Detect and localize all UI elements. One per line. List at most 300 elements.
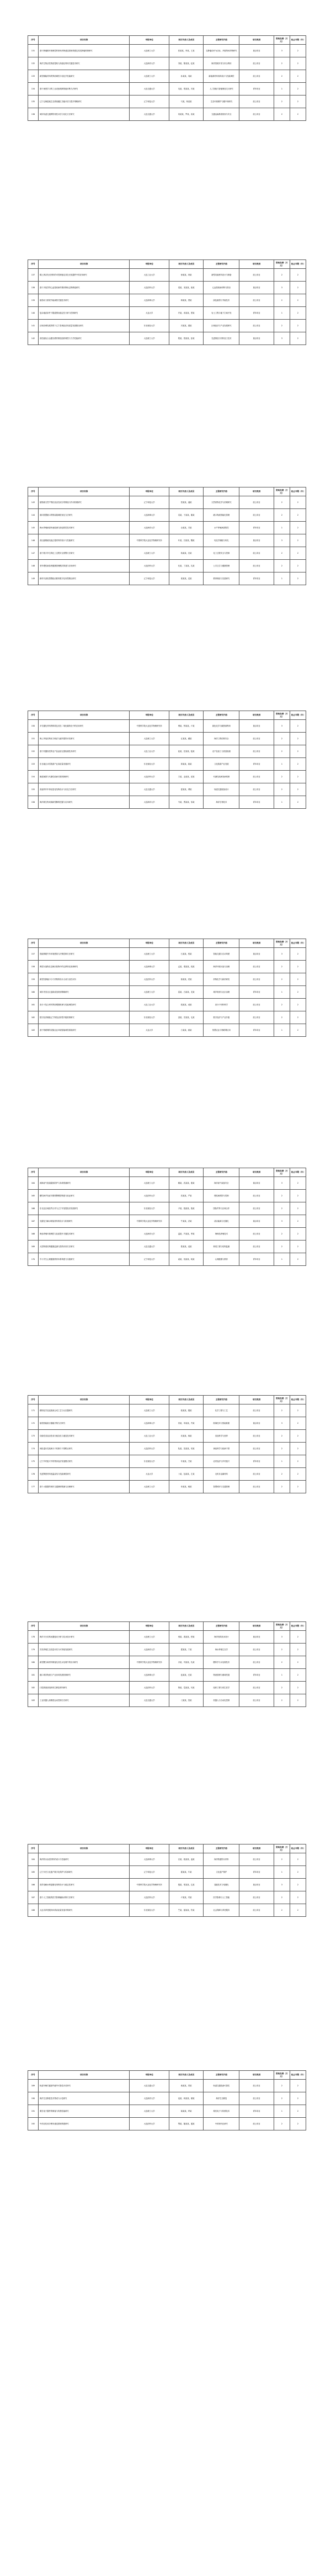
project-type: 面上项目 bbox=[239, 1656, 274, 1669]
column-header-institution: 申报单位 bbox=[130, 711, 169, 720]
project-type: 面上项目 bbox=[239, 269, 274, 282]
project-period: 2 bbox=[290, 1202, 306, 1215]
project-type: 面上项目 bbox=[239, 1190, 274, 1202]
column-header-category: 主要研究内容 bbox=[204, 711, 239, 720]
project-type: 面上项目 bbox=[239, 320, 274, 332]
project-period: 2 bbox=[290, 1024, 306, 1037]
funding-amount: 2 bbox=[274, 1694, 290, 1707]
project-period: 2 bbox=[290, 771, 306, 783]
project-title: 贝类养殖生态容量评估与可持续发展研究 bbox=[38, 1644, 129, 1656]
row-number: 159 bbox=[28, 973, 39, 986]
project-title: 海洋微生物来源新型酶的挖掘与应用研究 bbox=[38, 796, 129, 809]
institution: 大连理工大学 bbox=[130, 986, 169, 999]
column-header-institution: 申报单位 bbox=[130, 1844, 169, 1853]
project-period: 2 bbox=[290, 1241, 306, 1253]
row-number: 180 bbox=[28, 1656, 39, 1669]
project-title: 区域协调发展背景下辽宁县域经济高质量发展路径研究 bbox=[38, 320, 129, 332]
table-row bbox=[28, 948, 306, 961]
project-members: 姜某某，范某 bbox=[169, 573, 204, 585]
funding-amount: 2 bbox=[274, 294, 290, 307]
column-header-title: 项目名称 bbox=[38, 260, 129, 269]
column-header-no: 序号 bbox=[28, 1168, 39, 1177]
project-members: 应某，欧某某，凌某 bbox=[169, 1853, 204, 1866]
table-row bbox=[28, 1253, 306, 1266]
column-header-period: 起止年限（年） bbox=[290, 36, 306, 45]
column-header-leader: 项目负责人及成员 bbox=[169, 1396, 204, 1404]
institution: 大连大学 bbox=[130, 1468, 169, 1481]
row-number: 165 bbox=[28, 1190, 39, 1202]
project-members: 殷某，邬某某，边某 bbox=[169, 1879, 204, 1891]
funding-amount: 2 bbox=[274, 745, 290, 758]
project-title: 柔性电子器件的制备与传感性能研究 bbox=[38, 2105, 129, 2118]
project-title: 稀土掺杂发光材料的可控制备及其在光电器件中的应用研究 bbox=[38, 269, 129, 282]
column-header-type: 项目类别 bbox=[239, 1622, 274, 1631]
row-number: 173 bbox=[28, 1430, 39, 1443]
project-period: 2 bbox=[290, 1631, 306, 1644]
research-content: 桥梁工程与结构监测 bbox=[204, 1241, 239, 1253]
project-period: 2 bbox=[290, 999, 306, 1011]
column-header-institution: 申报单位 bbox=[130, 36, 169, 45]
project-period: 2 bbox=[290, 1879, 306, 1891]
table-row bbox=[28, 2080, 306, 2092]
funding-amount: 2 bbox=[274, 973, 290, 986]
funding-amount: 1 bbox=[274, 1455, 290, 1468]
research-content: 中药现代化研究 bbox=[204, 2118, 239, 2130]
table-row bbox=[28, 294, 306, 307]
table-row bbox=[28, 1455, 306, 1468]
funding-amount: 1 bbox=[274, 2105, 290, 2118]
project-members: 向某某，柴某 bbox=[169, 1430, 204, 1443]
research-content: 海洋工程结构安全 bbox=[204, 733, 239, 745]
institution: 大连理工大学 bbox=[130, 70, 169, 83]
institution: 大连医科大学 bbox=[130, 973, 169, 986]
project-type: 青年项目 bbox=[239, 1455, 274, 1468]
project-title: 基于物联网的设施农业环境智能调控系统研究 bbox=[38, 1024, 129, 1037]
institution: 大连海事大学 bbox=[130, 509, 169, 522]
project-members: 薛某某，侯某 bbox=[169, 973, 204, 986]
research-content: 岩土工程与地下空间开发 bbox=[204, 307, 239, 320]
project-period: 2 bbox=[290, 1177, 306, 1190]
project-type: 青年项目 bbox=[239, 986, 274, 999]
funding-amount: 2 bbox=[274, 1190, 290, 1202]
project-members: 孙某某，周某 bbox=[169, 70, 204, 83]
project-title: 智能网联汽车环境感知与决策控制方法研究 bbox=[38, 948, 129, 961]
project-type: 面上项目 bbox=[239, 108, 274, 121]
row-number: 140 bbox=[28, 307, 39, 320]
project-members: 雷某，白某某，龙某 bbox=[169, 986, 204, 999]
project-title: 辽宁沿海湿地生态系统碳汇功能评估与提升策略研究 bbox=[38, 96, 129, 108]
project-type: 重点项目 bbox=[239, 1177, 274, 1190]
project-period: 2 bbox=[290, 1215, 306, 1228]
funding-amount: 2 bbox=[274, 96, 290, 108]
project-type: 面上项目 bbox=[239, 1430, 274, 1443]
funding-amount: 2 bbox=[274, 999, 290, 1011]
table-row bbox=[28, 269, 306, 282]
research-content: 清洁能源与光催化 bbox=[204, 1215, 239, 1228]
project-title: 船舶智能航行避碰决策方法研究 bbox=[38, 1417, 129, 1430]
project-members: 韩某某，曹某 bbox=[169, 294, 204, 307]
project-members: 蓝某某，岳某 bbox=[169, 1669, 204, 1682]
research-content: 天然药物化学与药理研究 bbox=[204, 496, 239, 509]
project-title: 轨道车辆关键部件疲劳可靠性评估研究 bbox=[38, 2080, 129, 2092]
project-members: 骆某某，滕某 bbox=[169, 1404, 204, 1417]
research-content: 文化旅游产业发展 bbox=[204, 758, 239, 771]
project-period: 2 bbox=[290, 2118, 306, 2130]
column-header-leader: 项目负责人及成员 bbox=[169, 1844, 204, 1853]
table-row bbox=[28, 999, 306, 1011]
project-title: 海洋平台结构冰激振动分析与抗冰设计研究 bbox=[38, 1631, 129, 1644]
funding-amount: 1 bbox=[274, 986, 290, 999]
institution: 大连工业大学 bbox=[130, 745, 169, 758]
column-header-budget: 资助经费（万元） bbox=[274, 1168, 290, 1177]
institution: 大连海事大学 bbox=[130, 961, 169, 973]
project-period: 2 bbox=[290, 560, 306, 573]
column-header-title: 项目名称 bbox=[38, 1622, 129, 1631]
project-period: 2 bbox=[290, 1866, 306, 1879]
row-number: 192 bbox=[28, 2118, 39, 2130]
column-header-no: 序号 bbox=[28, 2071, 39, 2080]
row-number: 181 bbox=[28, 1669, 39, 1682]
project-period: 2 bbox=[290, 986, 306, 999]
row-number: 149 bbox=[28, 573, 39, 585]
research-content: 海水养殖生态学 bbox=[204, 1644, 239, 1656]
institution: 大连大学 bbox=[130, 1024, 169, 1037]
project-type: 面上项目 bbox=[239, 560, 274, 573]
project-title: 口腔颌面部组织再生修复材料研究 bbox=[38, 1682, 129, 1694]
column-header-type: 项目类别 bbox=[239, 711, 274, 720]
table-row bbox=[28, 796, 306, 809]
table-row bbox=[28, 1404, 306, 1417]
institution: 大连交通大学 bbox=[130, 1241, 169, 1253]
project-title: 典型污染物在近海沉积物中的迁移转化规律研究 bbox=[38, 961, 129, 973]
row-number: 145 bbox=[28, 522, 39, 534]
project-period: 2 bbox=[290, 961, 306, 973]
row-number: 183 bbox=[28, 1694, 39, 1707]
project-members: 梁某，宋某某，唐某 bbox=[169, 282, 204, 294]
row-number: 150 bbox=[28, 720, 39, 733]
project-period: 2 bbox=[290, 1682, 306, 1694]
table-row bbox=[28, 783, 306, 796]
funding-amount: 3 bbox=[274, 1177, 290, 1190]
row-number: 182 bbox=[28, 1682, 39, 1694]
table-row bbox=[28, 1468, 306, 1481]
table-row bbox=[28, 745, 306, 758]
project-title: 海洋生态修复技术集成与示范研究 bbox=[38, 2092, 129, 2105]
project-table bbox=[28, 1395, 306, 1493]
project-title: 光催化分解水制氢材料的设计与机理研究 bbox=[38, 1215, 129, 1228]
project-period: 2 bbox=[290, 307, 306, 320]
table-row bbox=[28, 1430, 306, 1443]
table-header-row bbox=[28, 2071, 306, 2080]
project-type: 面上项目 bbox=[239, 96, 274, 108]
column-header-institution: 申报单位 bbox=[130, 1168, 169, 1177]
funding-amount: 3 bbox=[274, 948, 290, 961]
project-members: 牛某某，洪某 bbox=[169, 1215, 204, 1228]
project-members: 石某某，熊某 bbox=[169, 948, 204, 961]
funding-amount: 2 bbox=[274, 1404, 290, 1417]
institution: 大连理工大学 bbox=[130, 733, 169, 745]
row-number: 163 bbox=[28, 1024, 39, 1037]
row-number: 169 bbox=[28, 1241, 39, 1253]
project-type: 面上项目 bbox=[239, 1853, 274, 1866]
project-members: 蔡某某，潘某 bbox=[169, 496, 204, 509]
project-title: 基于数字孪生的化工过程安全预警方法研究 bbox=[38, 547, 129, 560]
project-table bbox=[28, 711, 306, 809]
project-title: 基于多组学的心血管疾病早期诊断标志物筛选研究 bbox=[38, 282, 129, 294]
institution: 中国科学院大连化学物理研究所 bbox=[130, 1215, 169, 1228]
column-header-category: 主要研究内容 bbox=[204, 1844, 239, 1853]
row-number: 188 bbox=[28, 1904, 39, 1917]
table-row bbox=[28, 1866, 306, 1879]
row-number: 179 bbox=[28, 1644, 39, 1656]
project-table bbox=[28, 487, 306, 585]
project-period: 2 bbox=[290, 1891, 306, 1904]
funding-amount: 2 bbox=[274, 1468, 290, 1481]
project-type: 面上项目 bbox=[239, 999, 274, 1011]
project-members: 孟某，秦某某，阎某 bbox=[169, 961, 204, 973]
row-number: 172 bbox=[28, 1417, 39, 1430]
research-content: 海洋环境污染与治理 bbox=[204, 961, 239, 973]
research-content: 海洋生物技术 bbox=[204, 796, 239, 809]
funding-amount: 2 bbox=[274, 733, 290, 745]
research-content: 心血管疾病诊断与防治 bbox=[204, 282, 239, 294]
table-row bbox=[28, 758, 306, 771]
project-title: 功能性食品活性成分稳态化与递送技术研究 bbox=[38, 1430, 129, 1443]
project-period: 2 bbox=[290, 547, 306, 560]
funding-amount: 1 bbox=[274, 573, 290, 585]
project-period: 2 bbox=[290, 948, 306, 961]
project-title: 海水养殖病害快速检测与绿色防控技术研究 bbox=[38, 522, 129, 534]
column-header-no: 序号 bbox=[28, 1396, 39, 1404]
row-number: 184 bbox=[28, 1853, 39, 1866]
institution: 中国科学院大连化学物理研究所 bbox=[130, 534, 169, 547]
project-period: 2 bbox=[290, 70, 306, 83]
funding-amount: 2 bbox=[274, 1644, 290, 1656]
project-title: 中小学生心理健康教育体系构建与实践研究 bbox=[38, 1253, 129, 1266]
research-content: 农产品加工与质量检测 bbox=[204, 745, 239, 758]
column-header-period: 起止年限（年） bbox=[290, 2071, 306, 2080]
project-table bbox=[28, 259, 306, 345]
research-content: 海洋结构抗冰设计 bbox=[204, 1631, 239, 1644]
column-header-title: 项目名称 bbox=[38, 1396, 129, 1404]
research-content: 数字经济与产业升级 bbox=[204, 1011, 239, 1024]
project-members: 焦某某，莫某 bbox=[169, 1241, 204, 1253]
row-number: 132 bbox=[28, 57, 39, 70]
column-header-budget: 资助经费（万元） bbox=[274, 1622, 290, 1631]
row-number: 141 bbox=[28, 320, 39, 332]
institution: 大连海事大学 bbox=[130, 1853, 169, 1866]
project-period: 2 bbox=[290, 720, 306, 733]
project-title: 中药活性成分靶向递送系统构建研究 bbox=[38, 2118, 129, 2130]
project-members: 许某，邓某某，萧某 bbox=[169, 307, 204, 320]
research-content: 化工过程安全与控制 bbox=[204, 547, 239, 560]
research-content: 药物化学与新药研发 bbox=[204, 973, 239, 986]
project-type: 面上项目 bbox=[239, 1202, 274, 1215]
project-type: 面上项目 bbox=[239, 70, 274, 83]
research-content: 生态环境保护与碳中和研究 bbox=[204, 96, 239, 108]
column-header-type: 项目类别 bbox=[239, 487, 274, 496]
table-row bbox=[28, 1190, 306, 1202]
research-content: 机器人与自动化控制 bbox=[204, 1694, 239, 1707]
project-title: 港口城市物流与产业协同发展机制研究 bbox=[38, 1669, 129, 1682]
project-type: 面上项目 bbox=[239, 2080, 274, 2092]
funding-amount: 1 bbox=[274, 1253, 290, 1266]
column-header-budget: 资助经费（万元） bbox=[274, 1396, 290, 1404]
project-period: 2 bbox=[290, 758, 306, 771]
project-period: 2 bbox=[290, 1404, 306, 1417]
project-period: 2 bbox=[290, 1253, 306, 1266]
research-content: 交通运输系统规划与安全 bbox=[204, 108, 239, 121]
project-title: 精细化学品连续流合成工艺与反应器研究 bbox=[38, 1404, 129, 1417]
column-header-budget: 资助经费（万元） bbox=[274, 1844, 290, 1853]
column-header-leader: 项目负责人及成员 bbox=[169, 487, 204, 496]
project-period: 2 bbox=[290, 1430, 306, 1443]
project-type: 青年项目 bbox=[239, 796, 274, 809]
institution: 大连海洋大学 bbox=[130, 57, 169, 70]
project-period: 2 bbox=[290, 83, 306, 96]
project-members: 傅某，钟某某，卢某 bbox=[169, 720, 204, 733]
project-members: 刁某某，管某 bbox=[169, 1694, 204, 1707]
project-period: 2 bbox=[290, 332, 306, 345]
funding-amount: 1 bbox=[274, 1024, 290, 1037]
project-members: 鄂某，隆某某，通某 bbox=[169, 2118, 204, 2130]
institution: 大连交通大学 bbox=[130, 1694, 169, 1707]
project-type: 青年项目 bbox=[239, 1669, 274, 1682]
project-table bbox=[28, 939, 306, 1037]
institution: 东北财经大学 bbox=[130, 1011, 169, 1024]
institution: 东北财经大学 bbox=[130, 1904, 169, 1917]
table-row bbox=[28, 2118, 306, 2130]
institution: 辽宁师范大学 bbox=[130, 496, 169, 509]
funding-amount: 2 bbox=[274, 2118, 290, 2130]
institution: 中国科学院大连化学物理研究所 bbox=[130, 1656, 169, 1669]
table-header-row bbox=[28, 487, 306, 496]
table-row bbox=[28, 1417, 306, 1430]
institution: 大连海事大学 bbox=[130, 1417, 169, 1430]
project-members: 万某某，顾某 bbox=[169, 1024, 204, 1037]
research-content: 心理健康与教育 bbox=[204, 1253, 239, 1266]
row-number: 134 bbox=[28, 83, 39, 96]
column-header-leader: 项目负责人及成员 bbox=[169, 939, 204, 948]
project-title: 面向智慧港口的集装箱调度优化方法研究 bbox=[38, 509, 129, 522]
table-row bbox=[28, 1215, 306, 1228]
project-period: 2 bbox=[290, 96, 306, 108]
table-row bbox=[28, 547, 306, 560]
funding-amount: 2 bbox=[274, 547, 290, 560]
research-content: 绿色化学与碳资源利用 bbox=[204, 720, 239, 733]
row-number: 139 bbox=[28, 294, 39, 307]
project-title: 基于深度学习的工业设备故障智能诊断方法研究 bbox=[38, 83, 129, 96]
project-members: 尹某，钱某某，施某 bbox=[169, 1202, 204, 1215]
project-type: 面上项目 bbox=[239, 1891, 274, 1904]
column-header-type: 项目类别 bbox=[239, 939, 274, 948]
table-row bbox=[28, 307, 306, 320]
institution: 大连医科大学 bbox=[130, 1682, 169, 1694]
project-members: 程某，曾某某，彭某 bbox=[169, 332, 204, 345]
institution: 中国科学院大连化学物理研究所 bbox=[130, 720, 169, 733]
project-title: 新型膜分离材料制备及其在水处理中的应用研究 bbox=[38, 1656, 129, 1669]
project-period: 2 bbox=[290, 2092, 306, 2105]
project-type: 重点项目 bbox=[239, 45, 274, 57]
column-header-institution: 申报单位 bbox=[130, 487, 169, 496]
column-header-title: 项目名称 bbox=[38, 1168, 129, 1177]
table-row bbox=[28, 1177, 306, 1190]
project-type: 重点项目 bbox=[239, 282, 274, 294]
project-members: 崔某，任某某，陆某 bbox=[169, 745, 204, 758]
research-content: 轨道交通装备可靠性 bbox=[204, 2080, 239, 2092]
table-row bbox=[28, 1891, 306, 1904]
institution: 大连工业大学 bbox=[130, 999, 169, 1011]
column-header-institution: 申报单位 bbox=[130, 1622, 169, 1631]
research-content: 新能源材料结构设计与性能调控 bbox=[204, 70, 239, 83]
project-type: 面上项目 bbox=[239, 733, 274, 745]
institution: 大连医科大学 bbox=[130, 771, 169, 783]
project-title: 糖尿病并发症早期预警模型构建与验证研究 bbox=[38, 1190, 129, 1202]
project-period: 2 bbox=[290, 733, 306, 745]
project-type: 面上项目 bbox=[239, 1694, 274, 1707]
project-type: 面上项目 bbox=[239, 2118, 274, 2130]
project-title: 基于机器视觉的农产品品质无损检测技术研究 bbox=[38, 745, 129, 758]
project-title: 高效电解水制氢催化剂的设计与稳定性研究 bbox=[38, 1879, 129, 1891]
funding-amount: 2 bbox=[274, 560, 290, 573]
row-number: 166 bbox=[28, 1202, 39, 1215]
project-members: 方某，金某某，邱某 bbox=[169, 771, 204, 783]
column-header-period: 起止年限（年） bbox=[290, 939, 306, 948]
funding-amount: 2 bbox=[274, 509, 290, 522]
table-row bbox=[28, 560, 306, 573]
project-table bbox=[28, 1844, 306, 1917]
institution: 大连理工大学 bbox=[130, 332, 169, 345]
project-type: 面上项目 bbox=[239, 1481, 274, 1493]
column-header-category: 主要研究内容 bbox=[204, 939, 239, 948]
institution: 辽宁师范大学 bbox=[130, 1866, 169, 1879]
project-period: 2 bbox=[290, 2105, 306, 2118]
project-title: 数字经济赋能辽宁制造业转型升级机制研究 bbox=[38, 1011, 129, 1024]
research-content: 无机非金属材料 bbox=[204, 1468, 239, 1481]
row-number: 174 bbox=[28, 1443, 39, 1455]
funding-amount: 2 bbox=[274, 1443, 290, 1455]
project-members: 邵某，史某某，毛某 bbox=[169, 1011, 204, 1024]
row-number: 137 bbox=[28, 269, 39, 282]
funding-amount: 2 bbox=[274, 1656, 290, 1669]
research-content: 国际贸易与区域合作 bbox=[204, 1202, 239, 1215]
project-title: 高速列车车体轻量化结构设计与优化方法研究 bbox=[38, 783, 129, 796]
table-row bbox=[28, 83, 306, 96]
project-title: 高比能锂硫电池正极材料的设计与性能研究 bbox=[38, 534, 129, 547]
project-title: 东北地区冰雪旅游产业高质量发展研究 bbox=[38, 758, 129, 771]
institution: 大连交通大学 bbox=[130, 83, 169, 96]
project-period: 2 bbox=[290, 796, 306, 809]
project-title: 东北亚区域经贸合作与辽宁开放型经济发展研究 bbox=[38, 1202, 129, 1215]
research-content: 海洋防腐防污材料 bbox=[204, 1853, 239, 1866]
research-content: 公共卫生与健康管理 bbox=[204, 560, 239, 573]
project-members: 段某某，郝某 bbox=[169, 999, 204, 1011]
row-number: 189 bbox=[28, 2080, 39, 2092]
project-title: 海上风电结构动力响应与疲劳损伤评估研究 bbox=[38, 733, 129, 745]
project-period: 2 bbox=[290, 45, 306, 57]
funding-amount: 2 bbox=[274, 1202, 290, 1215]
project-type: 重点项目 bbox=[239, 948, 274, 961]
table-row bbox=[28, 96, 306, 108]
project-period: 2 bbox=[290, 57, 306, 70]
institution: 大连交通大学 bbox=[130, 783, 169, 796]
research-content: 人工智能与智能制造交叉研究 bbox=[204, 83, 239, 96]
project-period: 2 bbox=[290, 522, 306, 534]
project-members: 马某，杨某某 bbox=[169, 96, 204, 108]
project-table bbox=[28, 1168, 306, 1266]
project-members: 袁某，于某某，董某 bbox=[169, 509, 204, 522]
project-members: 廖某某，姚某 bbox=[169, 758, 204, 771]
